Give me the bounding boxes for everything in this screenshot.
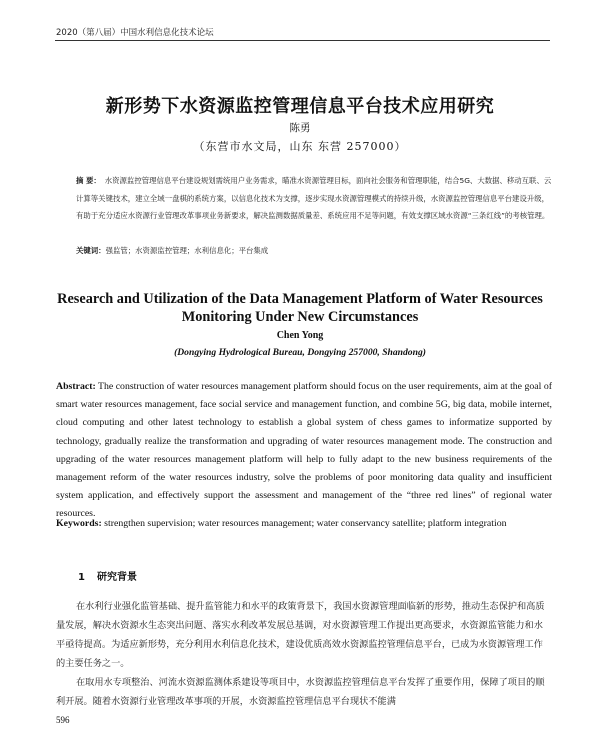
english-keywords — [56, 515, 552, 532]
chinese-author: 陈勇 — [289, 122, 311, 134]
chinese-abstract — [76, 172, 554, 225]
english-title-line2: Monitoring Under New Circumstances — [181, 309, 419, 325]
chinese-keywords-text: 强监管；水资源监控管理；水利信息化；平台集成 — [105, 246, 269, 255]
english-abstract-text: The construction of water resources management platform should focus on the user requirements, aim at the goal of smart water resources management, face social service and management function, and combine 5G, big data, mobile internet, cloud computing and other latest technology to establish a global system of chess games to informatize supported by technology, gradually realize the transformation and upgrading of water resources management mode. The construction and upgrading of the water resources management platform will help to fully adapt to the new business requirements of the management reform of the water resources industry, solve the problems of poor monitoring data quality and insufficient system application, and effectively support the assessment and management of the “three red lines” of regional water resources. — [56, 381, 552, 520]
body-paragraph: 在水利行业强化监管基础、提升监管能力和水平的政策背景下，我国水资源管理面临新的形势，推动生态保护和高质量发展，解决水资源水生态突出问题、落实水利改革发展总基调，对水资源管理工作提出更高要求，水资源监管能力和水平亟待提高。为适应新形势，充分利用水利信息化技术，建设优质高效水资源监控管理信息平台，已成为水资源管理工作的主要任务之一。 — [56, 601, 545, 669]
running-header: 2020（第八届）中国水利信息化技术论坛 — [56, 28, 214, 38]
chinese-affiliation: （东营市水文局，山东 东营 257000） — [193, 140, 407, 153]
section-body — [56, 597, 552, 711]
page-number: 596 — [56, 715, 70, 725]
section-heading — [78, 568, 137, 583]
english-author: Chen Yong — [276, 330, 324, 341]
english-abstract-label: Abstract: — [56, 381, 96, 392]
english-keywords-text: strengthen supervision; water resources management; water conservancy satellite; platform integration — [101, 518, 507, 529]
english-title-line1: Research and Utilization of the Data Management Platform of Water Resources — [57, 291, 543, 307]
english-abstract — [56, 378, 552, 524]
chinese-keywords-label: 关键词： — [76, 246, 106, 255]
english-affiliation: (Dongying Hydrological Bureau, Dongying 257000, Shandong) — [174, 347, 426, 358]
body-paragraph: 在取用水专项整治、河流水资源监测体系建设等项目中，水资源监控管理信息平台发挥了重要作用，保障了项目的顺利开展。随着水资源行业管理改革事项的开展，水资源监控管理信息平台现状不能满 — [56, 677, 545, 707]
english-title — [0, 290, 600, 326]
chinese-abstract-label: 摘 要： — [76, 176, 101, 185]
section-number: 1 — [78, 572, 85, 583]
english-keywords-label: Keywords: — [56, 518, 102, 529]
chinese-abstract-text: 水资源监控管理信息平台建设规划需统用户业务需求，瞄准水资源管理目标，面向社会服务和管理职能，结合5G、大数据、移动互联、云计算等关键技术，建立全域一盘棋的系统方案，以信息化技术为支撑，逐步实现水资源管理模式的持续升级，水资源监控管理信息平台建设升级，有助于充分适应水资源行业管理改革事项业务新要求，解决监测数据质量差、系统应用不足等问题，有效支撑区域水资源“三条红线”的考核管理。 — [76, 176, 552, 220]
header-rule — [55, 40, 550, 41]
chinese-title: 新形势下水资源监控管理信息平台技术应用研究 — [105, 96, 495, 117]
chinese-keywords — [76, 245, 554, 256]
section-title: 研究背景 — [96, 572, 137, 583]
